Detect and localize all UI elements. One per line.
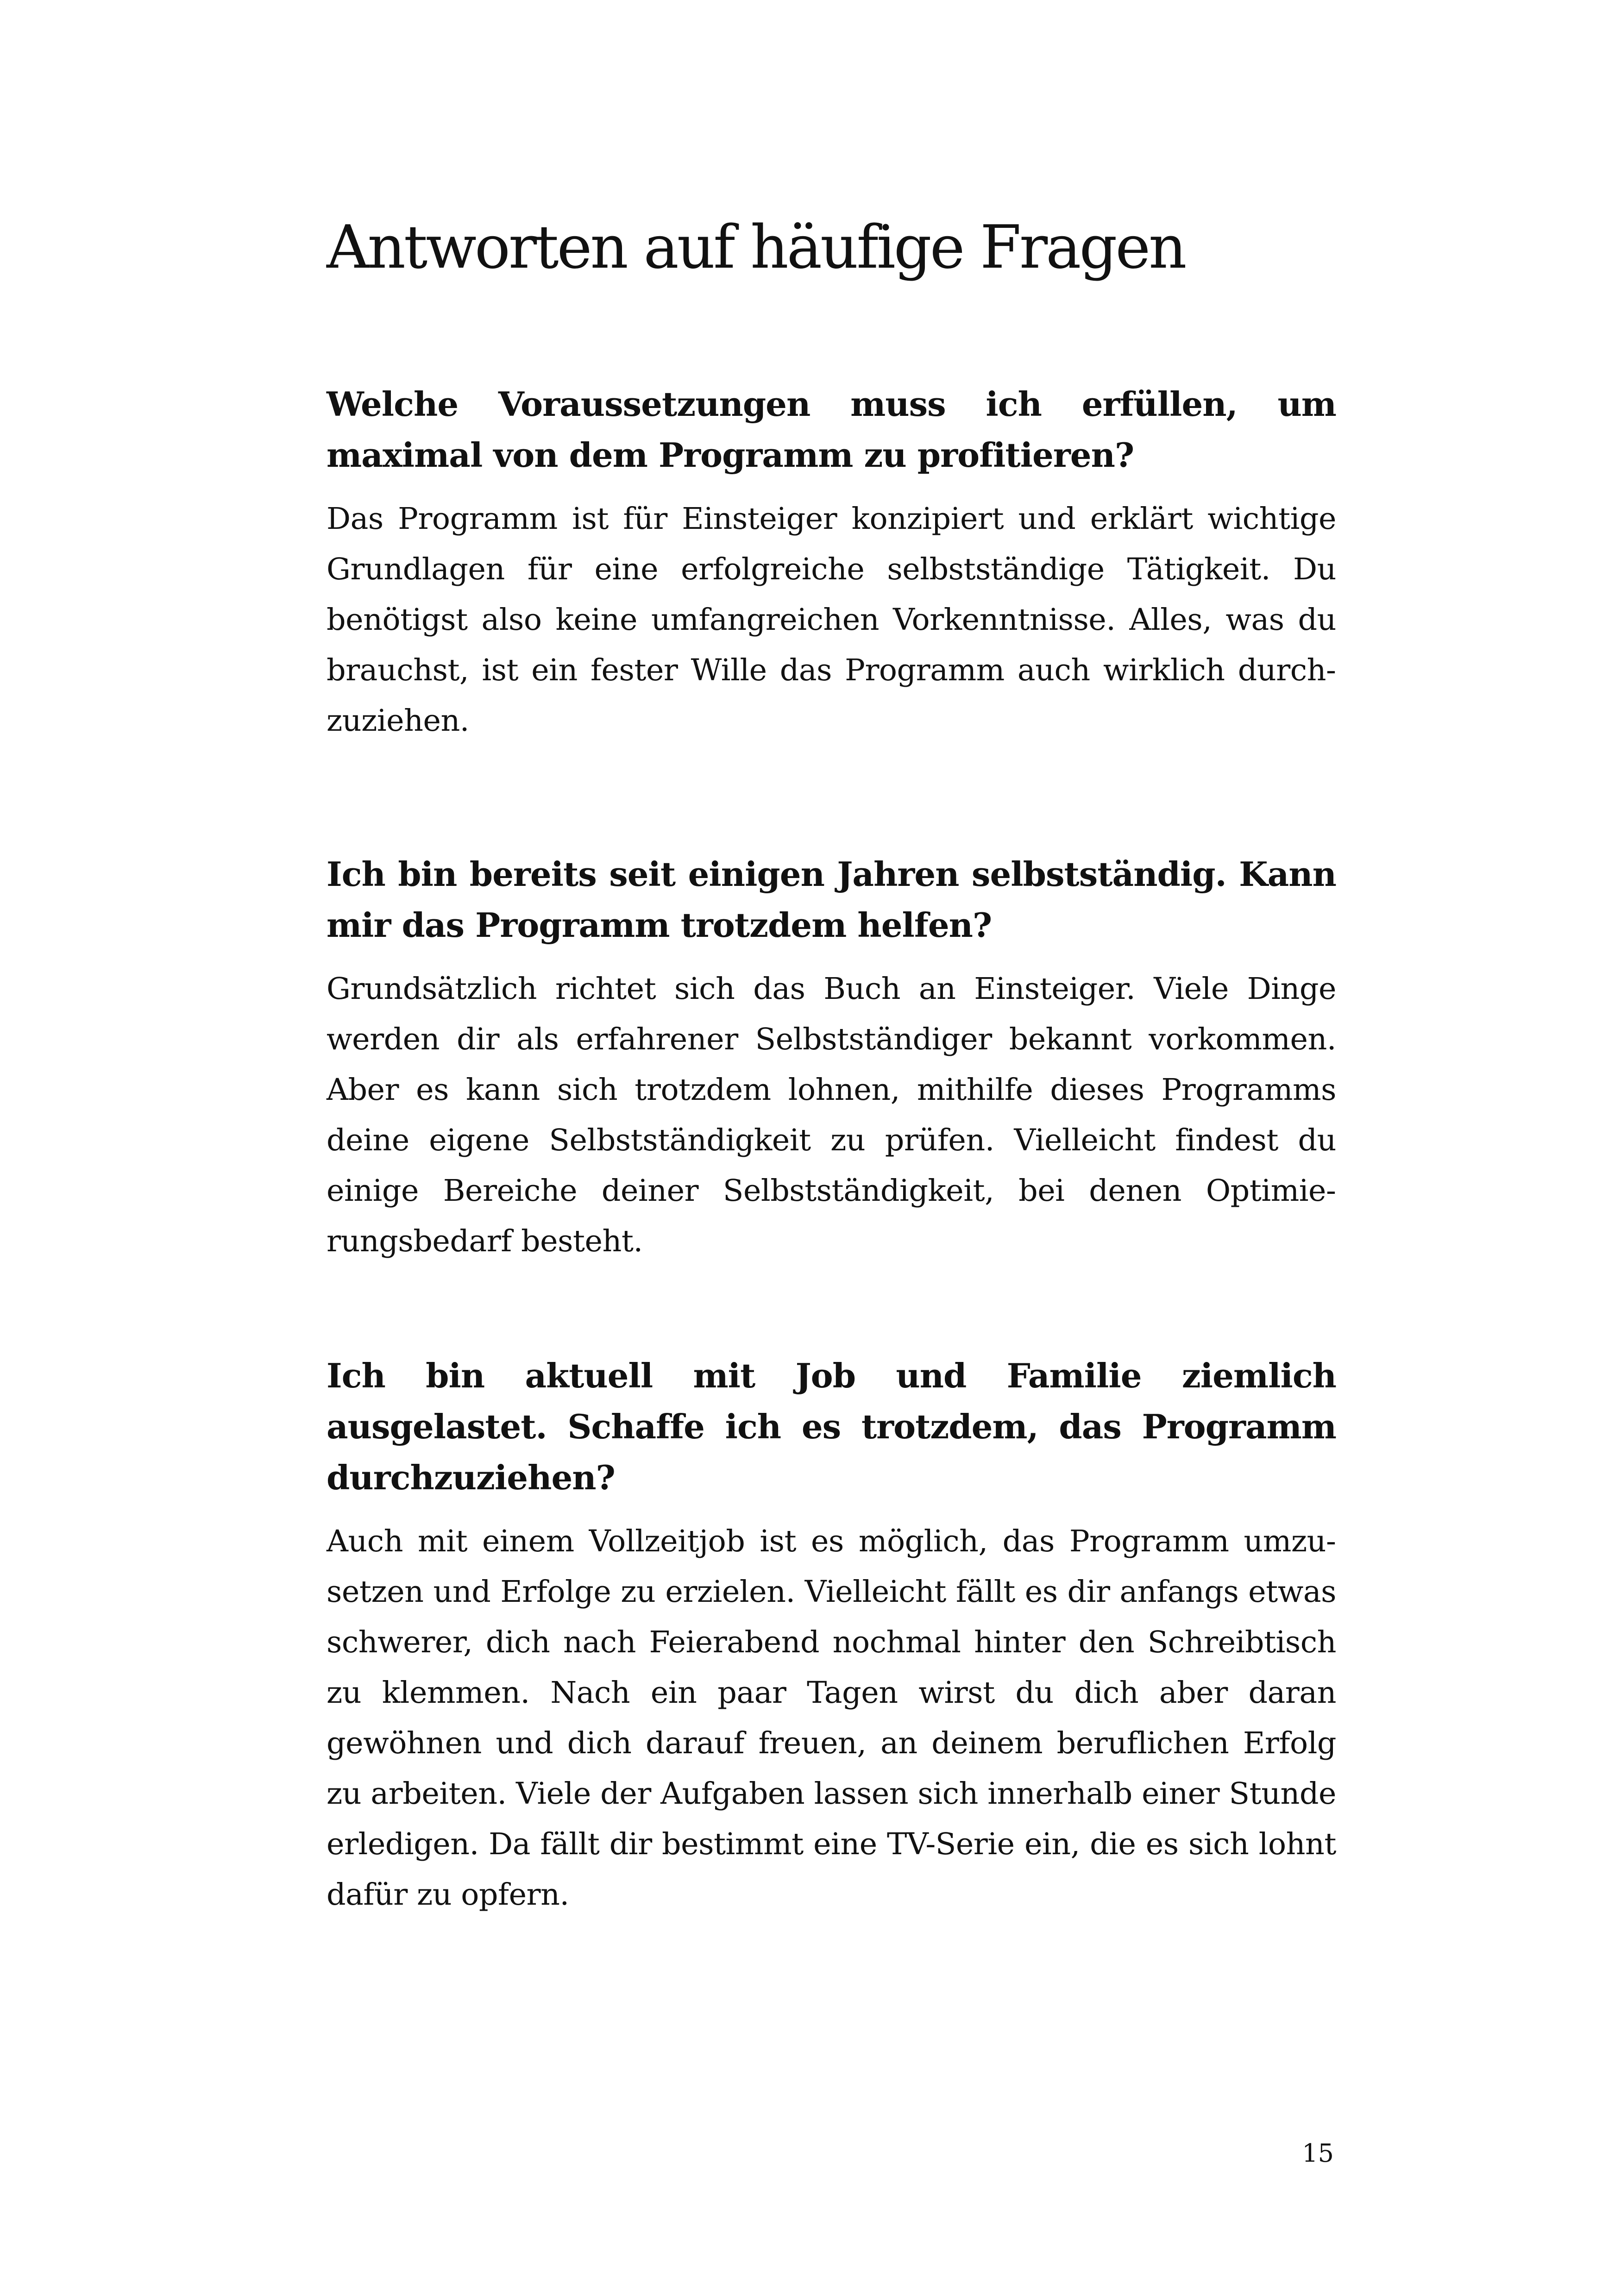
faq-answer: Auch mit einem Vollzeitjob ist es möglich, das Programm umzusetzen und Erfolge zu erzielen. Vielleicht fällt es dir anfangs etwas schwerer, dich nach Feierabend nochmal hinter den Schreibtisch zu klemmen. Nach ein paar Tagen wirst du dich aber daran gewöhnen und dich darauf freuen, an deinem beruflichen Erfolg zu arbeiten. Viele der Aufgaben lassen sich innerhalb einer Stunde erledigen. Da fällt dir bestimmt eine TV-Serie ein, die es sich lohnt dafür zu opfern. xyxy=(327,1524,1336,1912)
page-number: 15 xyxy=(1302,2139,1334,2168)
faq-question: Ich bin bereits seit einigen Jahren selbstständig. Kann mir das Programm trotzdem helfen? xyxy=(327,854,1336,945)
faq-item xyxy=(327,1350,1336,1920)
faq-question: Welche Voraussetzungen muss ich erfüllen, um maximal von dem Programm zu profitieren? xyxy=(327,384,1336,475)
faq-question: Ich bin aktuell mit Job und Familie ziemlich ausgelastet. Schaffe ich es trotzdem, das Programm durchzuziehen? xyxy=(327,1356,1336,1497)
faq-item xyxy=(327,379,1336,746)
faq-item xyxy=(327,849,1336,1267)
faq-answer: Das Programm ist für Einsteiger konzipiert und erklärt wichtige Grundlagen für eine erfolgreiche selbstständige Tätigkeit. Du benötigst also keine umfangreichen Vorkenntnisse. Alles, was du brauchst, ist ein fester Wille das Programm auch wirklich durchzuziehen. xyxy=(327,502,1336,738)
faq-answer: Grundsätzlich richtet sich das Buch an Einsteiger. Viele Dinge werden dir als erfahrener Selbstständiger bekannt vorkommen. Aber es kann sich trotzdem lohnen, mithilfe dieses Programms deine eigene Selbstständigkeit zu prüfen. Vielleicht findest du einige Bereiche deiner Selbstständigkeit, bei denen Optimierungsbedarf besteht. xyxy=(327,972,1336,1259)
page-title: Antworten auf häufige Fragen xyxy=(327,213,1185,282)
